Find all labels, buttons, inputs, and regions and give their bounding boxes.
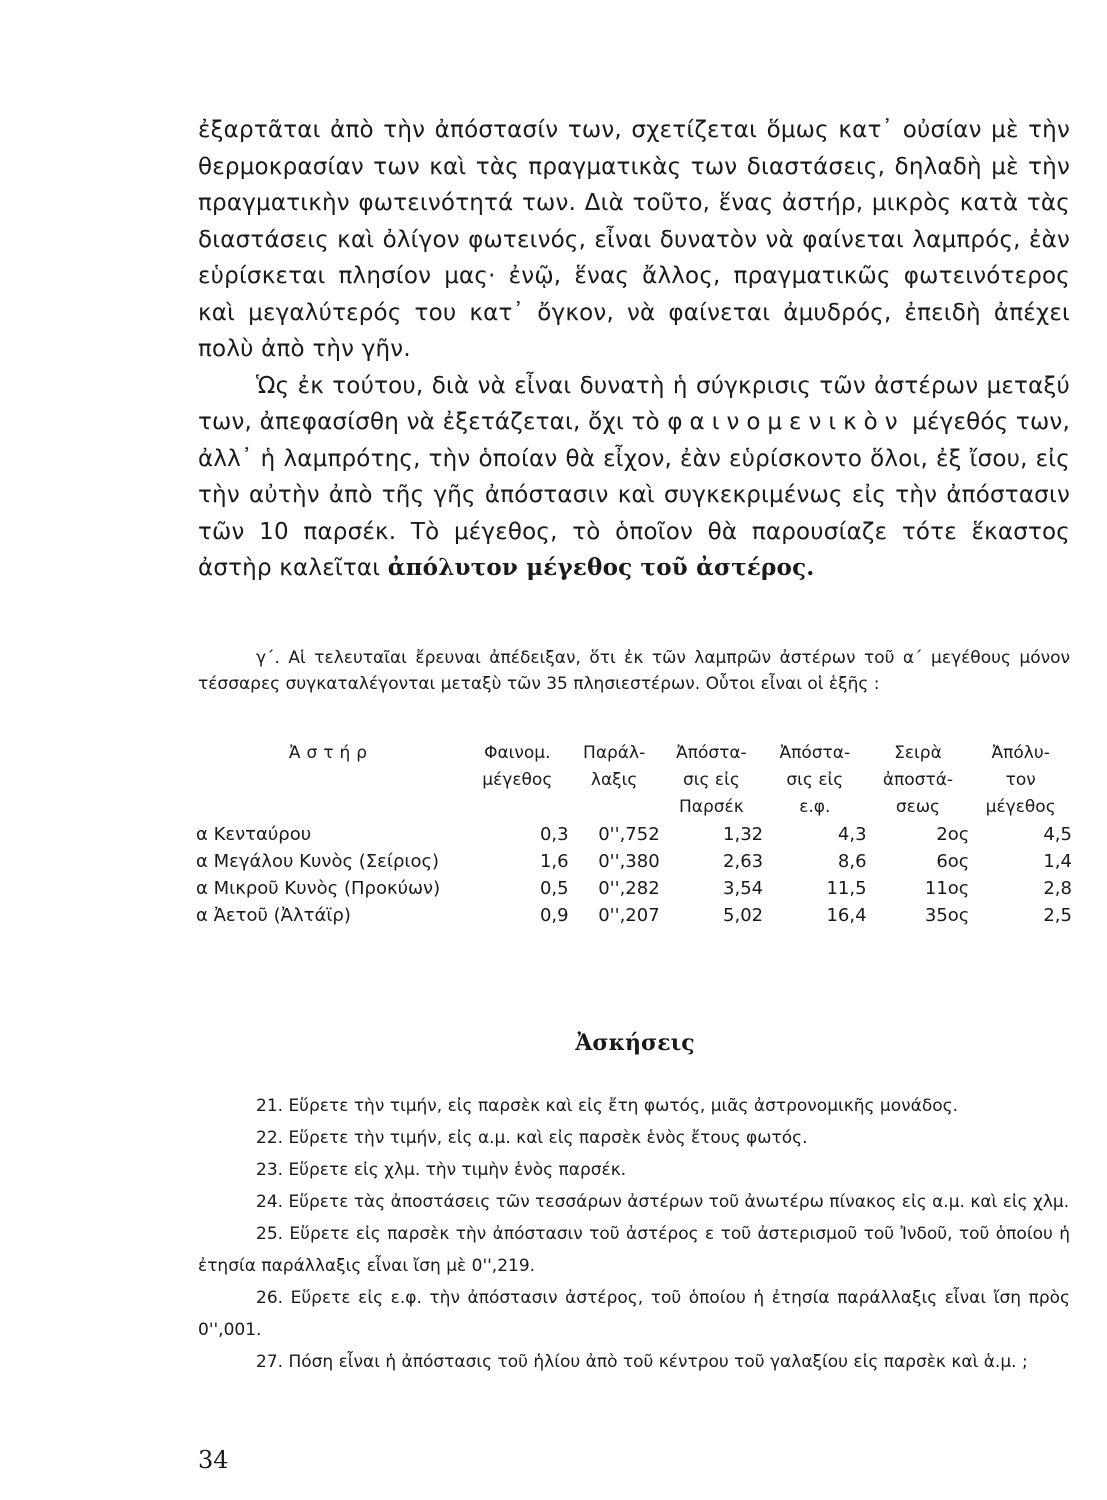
stars-table — [196, 740, 1072, 929]
cell: 4,3 — [837, 824, 867, 845]
star-name: α Κενταύρου — [196, 824, 312, 845]
col-header: σις εἰς — [682, 770, 740, 790]
star-name: α Μικροῦ Κυνὸς (Προκύων) — [196, 878, 441, 899]
exercise-item: 23. Εὕρετε εἰς χλμ. τὴν τιμὴν ἑνὸς παρσέκ. — [256, 1160, 627, 1180]
table-row — [196, 875, 1072, 902]
defined-term: ἀπόλυτον μέγεθος τοῦ ἀστέρος. — [387, 554, 815, 581]
cell: 0'',380 — [598, 851, 660, 872]
col-header — [466, 794, 569, 821]
exercise-item: 26. Εὕρετε εἰς ε.φ. τὴν ἀπόστασιν ἀστέρος, τοῦ ὁποίου ἡ ἐτησία παράλλαξις εἶναι ἴση πρὸς 0'',001. — [198, 1288, 1070, 1340]
col-header: σεως — [895, 797, 941, 817]
col-header: ἀποστά- — [882, 770, 954, 790]
exercise-item: 22. Εὕρετε τὴν τιμήν, εἰς α.μ. καὶ εἰς παρσὲκ ἑνὸς ἔτους φωτός. — [256, 1128, 808, 1148]
note-section — [198, 645, 1070, 697]
exercise-item: 27. Πόση εἶναι ἡ ἀπόστασις τοῦ ἡλίου ἀπὸ τοῦ κέντρου τοῦ γαλαξίου εἰς παρσὲκ καὶ ἁ.μ. ; — [256, 1352, 1028, 1372]
star-column-header: Ἀστήρ — [288, 743, 374, 763]
col-header — [569, 794, 660, 821]
exercise-item: 21. Εὕρετε τὴν τιμήν, εἰς παρσὲκ καὶ εἰς ἔτη φωτός, μιᾶς ἀστρονομικῆς μονάδος. — [256, 1096, 959, 1116]
cell: 2,8 — [1043, 878, 1072, 899]
page-number: 34 — [198, 1446, 229, 1474]
paragraph-1: ἐξαρτᾶται ἀπὸ τὴν ἀπόστασίν των, σχετίζεται ὅμως κατ᾽ οὐσίαν μὲ τὴν θερμοκρασίαν των καὶ τὰς πραγματικὰς των διαστάσεις, δηλαδὴ μὲ τὴν πραγματικὴν φωτεινότητά των. Διὰ τοῦτο, ἕνας ἀστήρ, μικρὸς κατὰ τὰς διαστάσεις καὶ ὀλίγον φωτεινός, εἶναι δυνατὸν νὰ φαίνεται λαμπρός, ἐὰν εὑρίσκεται πλησίον μας· ἐνῷ, ἕνας ἄλλος, πραγματικῶς φωτεινότερος καὶ μεγαλύτερός του κατ᾽ ὄγκον, νὰ φαίνεται ἀμυδρός, ἐπειδὴ ἀπέχει πολὺ ἀπὸ τὴν γῆν. — [198, 117, 1070, 362]
col-header: Ἀπόλυ- — [991, 743, 1050, 763]
cell: 2,5 — [1043, 905, 1072, 926]
cell: 0'',207 — [598, 905, 660, 926]
star-name: α Μεγάλου Κυνὸς (Σείριος) — [196, 851, 440, 872]
cell: 8,6 — [837, 851, 867, 872]
col-header: μέγεθος — [482, 770, 553, 790]
table-row — [196, 902, 1072, 929]
col-header: Παρσέκ — [679, 797, 744, 817]
star-name: α Ἀετοῦ (Ἀλτάϊρ) — [196, 905, 351, 926]
col-header: τον — [1005, 770, 1036, 790]
cell: 11,5 — [826, 878, 867, 899]
col-header: Ἀπόστα- — [676, 743, 747, 763]
cell: 0'',752 — [598, 824, 660, 845]
cell: 4,5 — [1043, 824, 1072, 845]
exercise-item: 24. Εὕρετε τὰς ἀποστάσεις τῶν τεσσάρων ἀστέρων τοῦ ἀνωτέρω πίνακος εἰς α.μ. καὶ εἰς χλμ. — [256, 1192, 1070, 1212]
exercises-list — [198, 1090, 1070, 1378]
col-header: Παράλ- — [583, 743, 646, 763]
col-header: λαξις — [590, 770, 638, 790]
table-header-row — [196, 740, 1072, 767]
col-header: σις εἰς — [786, 770, 844, 790]
col-header: ε.φ. — [799, 797, 831, 817]
cell: 0'',282 — [598, 878, 660, 899]
col-header: Ἀπόστα- — [779, 743, 851, 763]
cell: 16,4 — [826, 905, 867, 926]
cell: 6ος — [936, 851, 970, 872]
cell: 11ος — [924, 878, 970, 899]
col-header: Φαινομ. — [484, 743, 551, 763]
cell: 3,54 — [723, 878, 764, 899]
exercise-item: 25. Εὕρετε εἰς παρσὲκ τὴν ἀπόστασιν τοῦ ἀστέρος ε τοῦ ἀστερισμοῦ τοῦ Ἰνδοῦ, τοῦ ὁποίου ἡ ἐτησία παράλλαξις εἶναι ἴση μὲ 0'',219. — [198, 1224, 1070, 1276]
emphasized-term: φαινομενικὸν — [667, 409, 905, 435]
cell: 1,4 — [1043, 851, 1072, 872]
cell: 1,6 — [539, 851, 569, 872]
paragraph-2 — [198, 368, 1070, 587]
cell: 1,32 — [723, 824, 764, 845]
paragraph-2-part-1: Ὡς ἐκ τούτου, διὰ νὰ εἶναι δυνατὴ ἡ σύγκρισις τῶν ἀστέρων μεταξύ των, ἀπεφασίσθη νὰ ἐξετάζεται, ὄχι τὸ — [198, 372, 1070, 435]
table-row — [196, 848, 1072, 875]
cell: 0,5 — [539, 878, 569, 899]
paragraph-2-part-2: μέγεθός των, ἀλλ᾽ ἡ λαμπρότης, τὴν ὁποίαν θὰ εἶχον, ἐὰν εὑρίσκοντο ὅλοι, ἐξ ἴσου, εἰς τὴν αὐτὴν ἀπὸ τῆς γῆς ἀπόστασιν καὶ συγκεκριμένως εἰς τὴν ἀπόστασιν τῶν 10 παρσέκ. Τὸ μέγεθος, τὸ ὁποῖον θὰ παρουσίαζε τότε ἕκαστος ἀστὴρ καλεῖται — [198, 409, 1070, 581]
main-text — [198, 112, 1070, 587]
cell: 0,3 — [539, 824, 569, 845]
cell: 2ος — [936, 824, 970, 845]
exercises-heading: Ἀσκήσεις — [575, 1030, 695, 1056]
table-row — [196, 821, 1072, 848]
note-paragraph: γ΄. Αἱ τελευταῖαι ἔρευναι ἀπέδειξαν, ὅτι ἐκ τῶν λαμπρῶν ἀστέρων τοῦ α΄ μεγέθους μόνον τέσσαρες συγκαταλέγονται μεταξὺ τῶν 35 πλησιεστέρων. Οὗτοι εἶναι οἱ ἑξῆς : — [198, 648, 1070, 694]
col-header: Σειρὰ — [894, 743, 942, 763]
cell: 35ος — [924, 905, 970, 926]
cell: 5,02 — [723, 905, 764, 926]
col-header: μέγεθος — [985, 797, 1056, 817]
cell: 0,9 — [539, 905, 569, 926]
cell: 2,63 — [723, 851, 764, 872]
